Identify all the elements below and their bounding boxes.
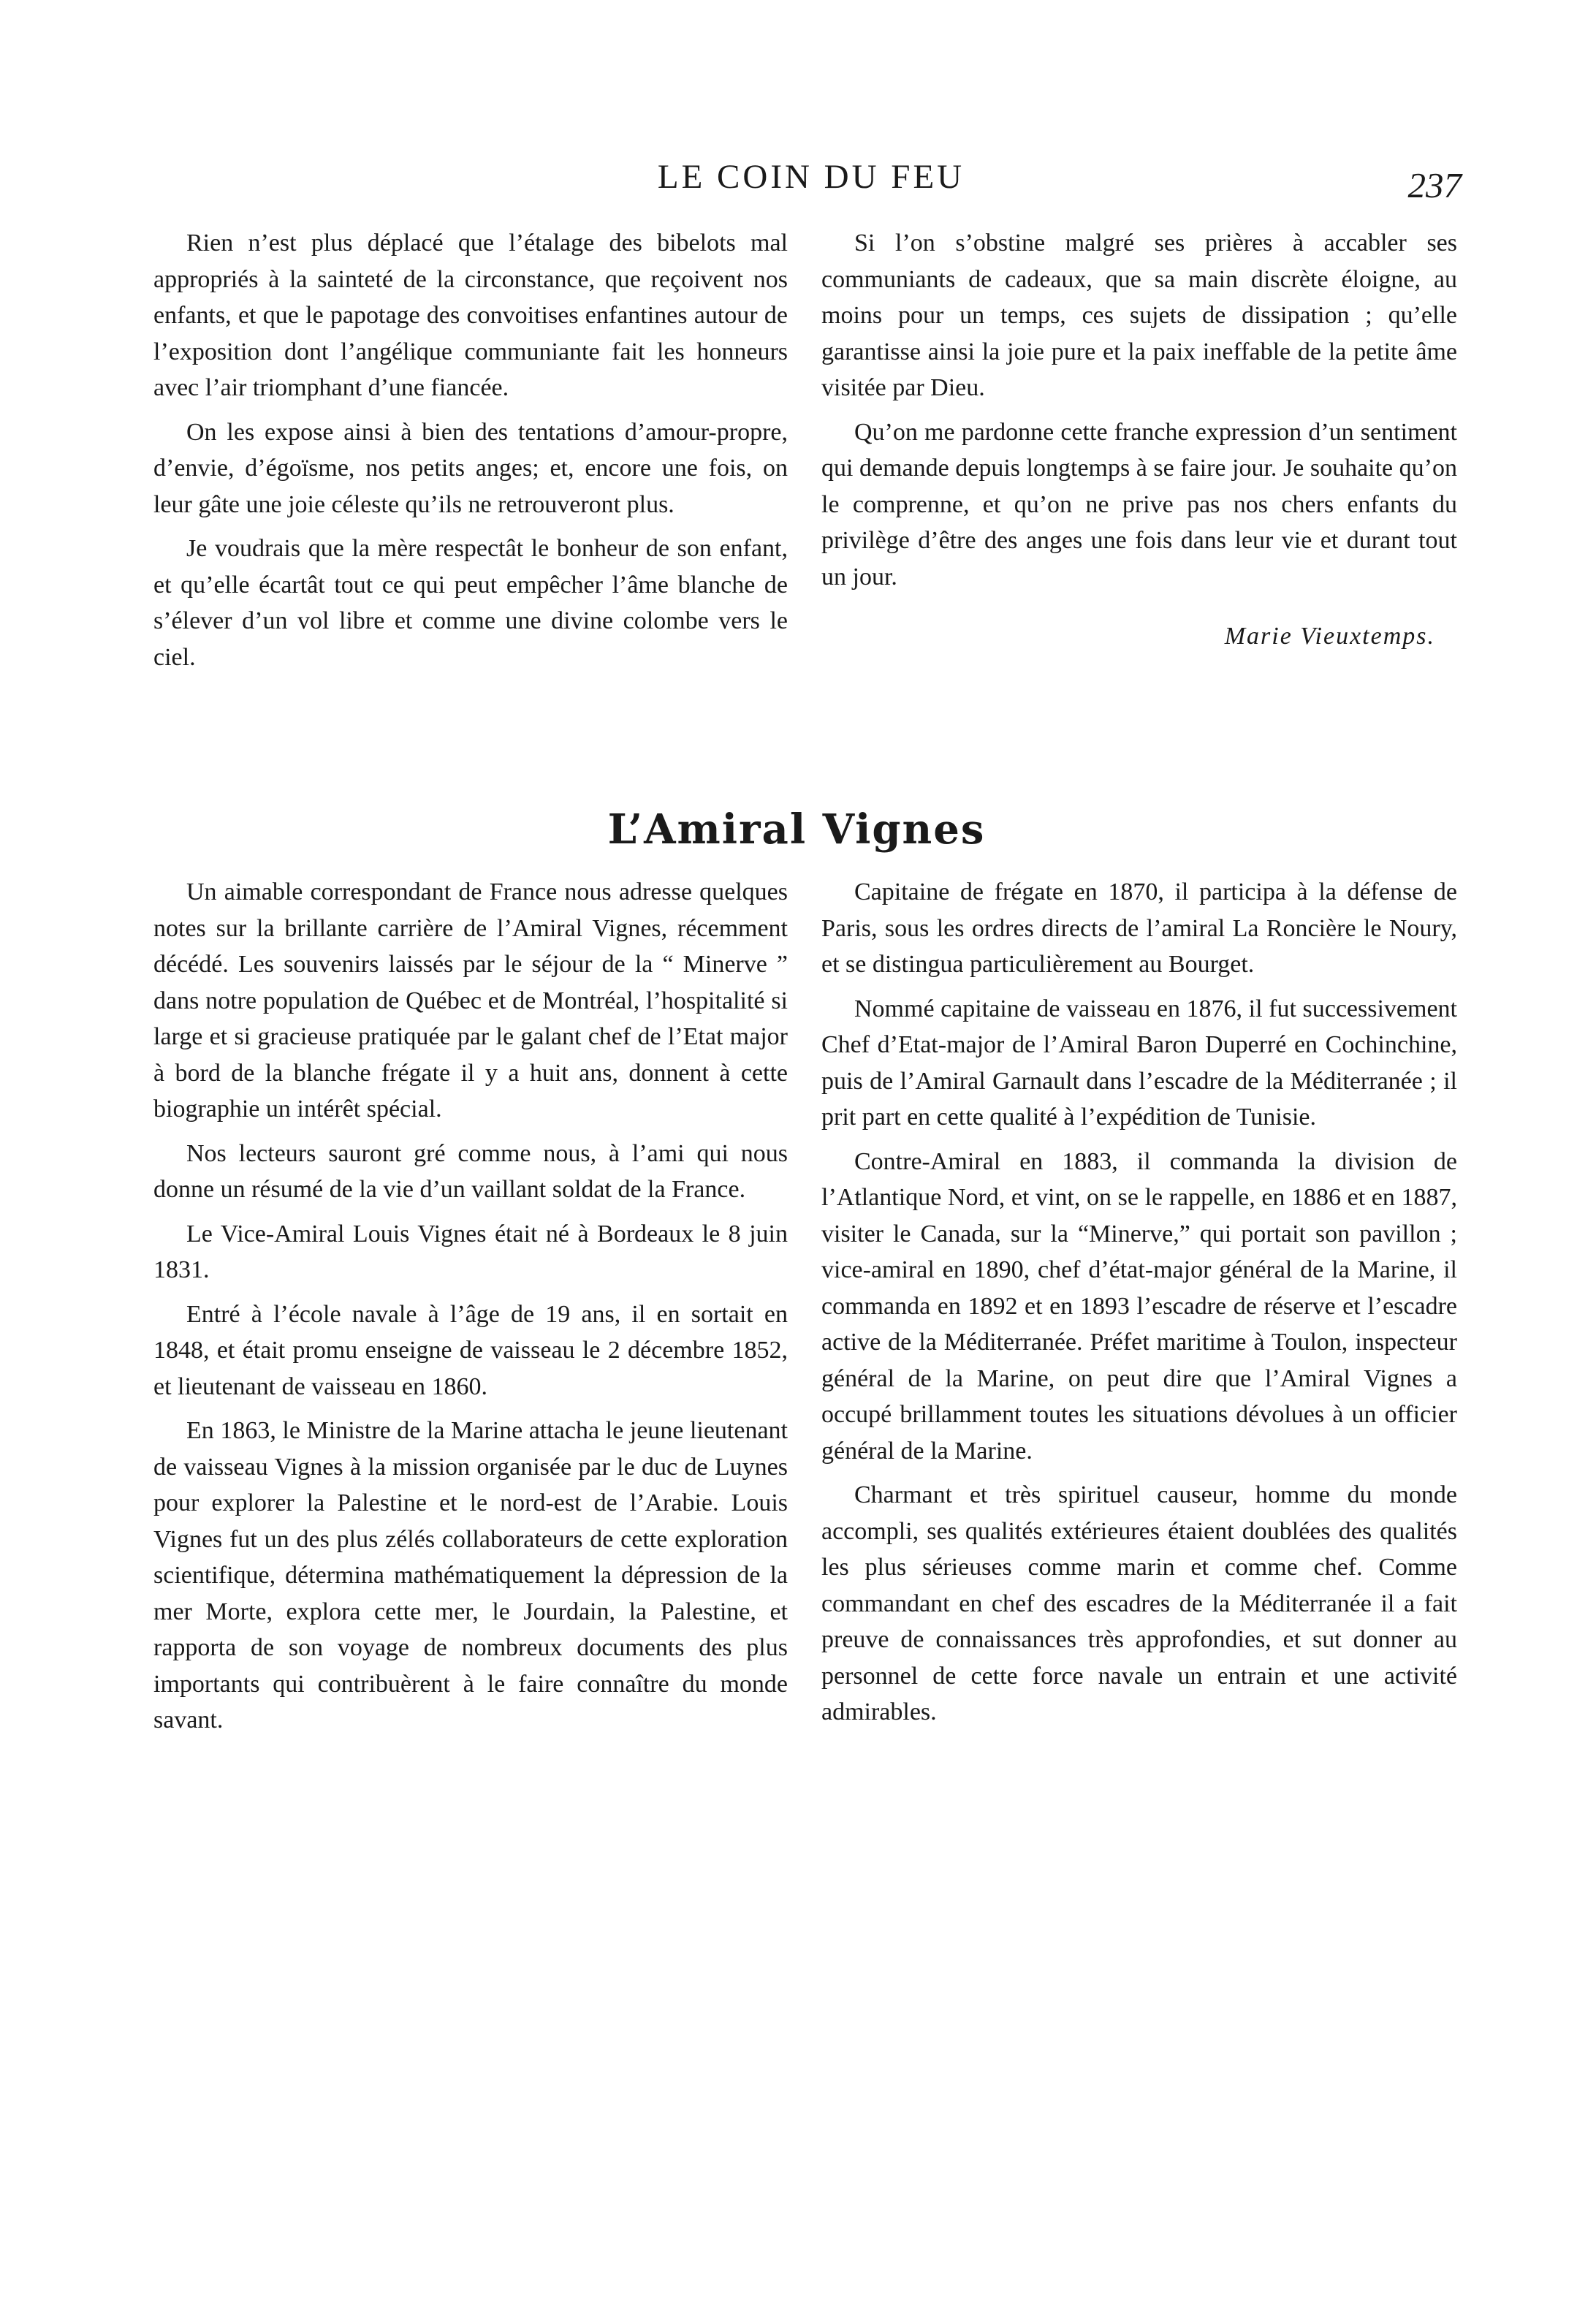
running-title: LE COIN DU FEU bbox=[657, 158, 965, 196]
paragraph: Qu’on me pardonne cette franche expression d’un sentiment qui demande depuis longtemps à se faire jour. Je souhaite qu’on le comprenne, et qu’on ne prive pas nos chers enfants du privilège d’être des anges une fois dans leur vie et durant tout un jour. bbox=[821, 418, 1457, 591]
article2-column-left bbox=[153, 874, 788, 1747]
paragraph: Je voudrais que la mère respectât le bonheur de son enfant, et qu’elle écartât tout ce qui peut empêcher l’âme blanche de s’élever d’un vol libre et comme une divine colombe vers le ciel. bbox=[153, 535, 788, 671]
paragraph: En 1863, le Ministre de la Marine attacha le jeune lieutenant de vaisseau Vignes à la mission organisée par le duc de Luynes pour explorer la Palestine et le nord-est de l’Arabie. Louis Vignes fut un des plus zélés collaborateurs de cette exploration scientifique, détermina mathématiquement la dépression de la mer Morte, explora cette mer, le Jourdain, la Palestine, et rapporta de son voyage de nombreux documents des plus importants qui contribuèrent à le faire connaître du monde savant. bbox=[153, 1417, 788, 1734]
paragraph: On les expose ainsi à bien des tentations d’amour-propre, d’envie, d’égoïsme, nos petits anges; et, encore une fois, on leur gâte une joie céleste qu’ils ne retrouveront plus. bbox=[153, 418, 788, 518]
section-title: L’Amiral Vignes bbox=[607, 805, 986, 854]
paragraph: Entré à l’école navale à l’âge de 19 ans, il en sortait en 1848, et était promu enseigne de vaisseau le 2 décembre 1852, et lieutenant de vaisseau en 1860. bbox=[153, 1300, 788, 1400]
article1-column-left bbox=[153, 225, 788, 683]
paragraph: Contre-Amiral en 1883, il commanda la division de l’Atlantique Nord, et vint, on se le rappelle, en 1886 et en 1887, visiter le Canada, sur la “Minerve,” qui portait son pavillon ; vice-amiral en 1890, chef d’état-major général de la Marine, il commanda en 1892 et en 1893 l’escadre de réserve et l’escadre active de la Méditerranée. Préfet maritime à Toulon, inspecteur général de la Marine, on peut dire que l’Amiral Vignes a occupé brillamment toutes les situations dévolues à un officier général de la Marine. bbox=[821, 1147, 1457, 1465]
paragraph: Le Vice-Amiral Louis Vignes était né à Bordeaux le 8 juin 1831. bbox=[153, 1220, 788, 1283]
paragraph: Si l’on s’obstine malgré ses prières à accabler ses communiants de cadeaux, que sa main discrète éloigne, au moins pour un temps, ces sujets de dissipation ; qu’elle garantisse ainsi la joie pure et la paix ineffable de la petite âme visitée par Dieu. bbox=[821, 229, 1457, 401]
paragraph: Capitaine de frégate en 1870, il participa à la défense de Paris, sous les ordres directs de l’amiral La Roncière le Noury, et se distingua particulièrement au Bourget. bbox=[821, 878, 1457, 978]
paragraph: Nommé capitaine de vaisseau en 1876, il fut successivement Chef d’Etat-major de l’Amiral Baron Duperré en Cochinchine, puis de l’Amiral Garnault dans l’escadre de la Méditerranée ; il prit part en cette qualité à l’expédition de Tunisie. bbox=[821, 995, 1457, 1131]
paragraph: Charmant et très spirituel causeur, homme du monde accompli, ses qualités extérieures étaient doublées des qualités les plus sérieuses comme marin et comme chef. Comme commandant en chef des escadres de la Méditerranée il a fait preuve de connaissances très approfondies, et sut donner au personnel de cette force navale un entrain et une activité admirables. bbox=[821, 1481, 1457, 1725]
paragraph: Rien n’est plus déplacé que l’étalage des bibelots mal appropriés à la sainteté de la circonstance, que reçoivent nos enfants, et que le papotage des convoitises enfantines autour de l’exposition dont l’angélique communiante fait les honneurs avec l’air triomphant d’une fiancée. bbox=[153, 229, 788, 401]
page-number: 237 bbox=[1407, 165, 1462, 205]
article1-column-right bbox=[821, 225, 1457, 663]
paragraph: Nos lecteurs sauront gré comme nous, à l’ami qui nous donne un résumé de la vie d’un vaillant soldat de la France. bbox=[153, 1139, 788, 1203]
signature: Marie Vieuxtemps. bbox=[1224, 623, 1435, 650]
article2-column-right bbox=[821, 874, 1457, 1739]
paragraph: Un aimable correspondant de France nous adresse quelques notes sur la brillante carrière de l’Amiral Vignes, récemment décédé. Les souvenirs laissés par le séjour de la “ Minerve ” dans notre population de Québec et de Montréal, l’hospitalité si large et si gracieuse pratiquée par le galant chef de l’Etat major à bord de la blanche frégate il y a huit ans, donnent à cette biographie un intérêt spécial. bbox=[153, 878, 788, 1123]
